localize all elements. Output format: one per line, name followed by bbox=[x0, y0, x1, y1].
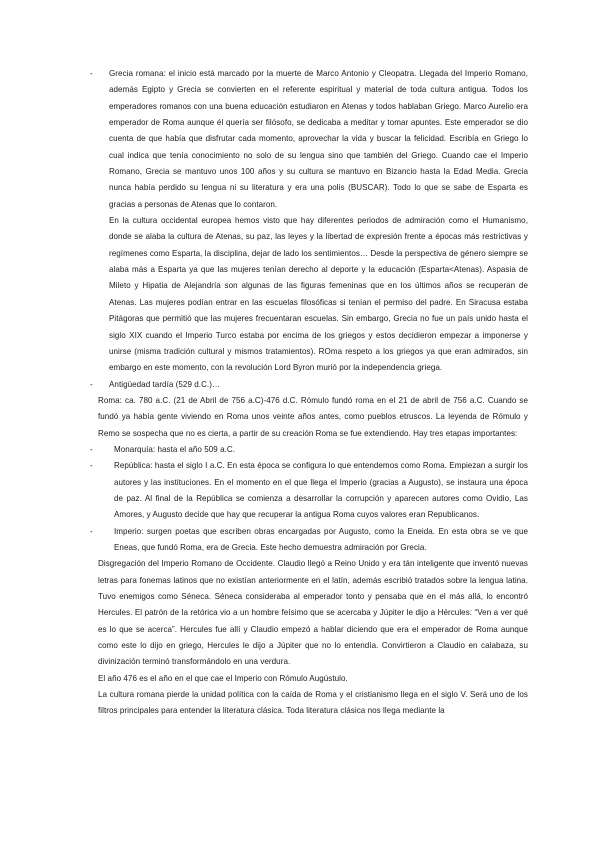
bullet-dash: - bbox=[90, 379, 93, 389]
bullet-dash: - bbox=[90, 69, 93, 78]
document-body bbox=[90, 66, 528, 720]
bullet-item-imperio bbox=[90, 524, 528, 557]
paragraph-roma: Roma: ca. 780 a.C. (21 de Abril de 756 a.C)-476 d.C. Rómulo fundó roma en el 21 de abril de 756 a.C. Cuando se fundó ya había gente viviendo en Roma unos veinte años antes, como pueblos etruscos. La leyenda de Rómulo y Remo se sospecha que no es cierta, a partir de su creación Roma se fue extendiendo. Hay tres etapas importantes: bbox=[98, 395, 528, 438]
bullet-dash: - bbox=[90, 444, 93, 454]
bullet-item-grecia-romana bbox=[90, 66, 528, 213]
republica-text: República: hasta el siglo I a.C. En esta época se configura lo que entendemos como Roma. Empiezan a surgir los autores y las instituciones. En el momento en el que llega el Imperio (gracias a Augusto), se instaura una época de paz. Al final de la República se comienza a desarrollar la corrupción y aparecen autores como Ovidio, Las Amores, y Augusto decide que hay que recuperar la antigua Roma cuyos valores eran Republicanos. bbox=[114, 461, 528, 520]
bullet-dash: - bbox=[90, 526, 93, 536]
paragraph-ano-476: El año 476 es el año en el que cae el Imperio con Rómulo Augústulo. bbox=[98, 673, 348, 683]
antiguedad-tardia-text: Antigüedad tardía (529 d.C.)… bbox=[109, 379, 221, 389]
bullet-item-republica bbox=[90, 458, 528, 523]
imperio-text: Imperio: surgen poetas que escriben obras encargadas por Augusto, como la Eneida. En esta obra se ve que Eneas, que fundó Roma, era de Grecia. Este hecho demuestra admiración por Grecia. bbox=[114, 526, 528, 552]
paragraph-cultura-romana: La cultura romana pierde la unidad política con la caída de Roma y el cristianismo llega en el siglo V. Será uno de los filtros principales para entender la literatura clásica. Toda literatura clásica nos llega mediante la bbox=[98, 690, 528, 716]
monarquia-text: Monarquía: hasta el año 509 a.C. bbox=[114, 444, 236, 454]
bullet-dash: - bbox=[90, 461, 93, 471]
paragraph-disgregacion: Disgregación del Imperio Romano de Occidente. Claudio llegó a Reino Unido y era tán inteligente que inventó nuevas letras para fonemas latinos que no existían anteriormente en el latín, además escribió tratados sobre la lengua latina. Tuvo enemigos como Séneca. Séneca consideraba al emperador tonto y pensaba que en el más allá, lo encontró Hercules. El patrón de la retórica vio a un hombre feísimo que se acercaba y Júpiter le dijo a Hércules: “Ven a ver qué es lo que se acerca”. Hercules fue allí y Claudio empezó a hablar diciendo que era el emperador de Roma aunque como este lo dijo en griego, Hercules le dijo a Júpiter que no lo entendía. Convirtieron a Claudio en calabaza, su divinización terminó transformándolo en una verdura. bbox=[98, 559, 528, 667]
bullet-item-monarquia bbox=[90, 442, 528, 458]
bullet-item-antiguedad-tardia bbox=[90, 377, 528, 393]
paragraph-cultura-occidental: En la cultura occidental europea hemos visto que hay diferentes periodos de admiración como el Humanismo, donde se alaba la cultura de Atenas, su paz, las leyes y la libertad de expresión frente a épocas más restrictivas y regímenes como Esparta, la disciplina, dejar de lado los sentimientos… Desde la perspectiva de género siempre se alaba más a Esparta ya que las mujeres tenían derecho al deporte y la educación (Esparta<Atenas). Aspasia de Mileto y Hipatia de Alejandría son algunas de las figuras femeninas que en los últimos años se recuperan de Atenas. Las mujeres podían entrar en las escuelas filosóficas si tenían el permiso del padre. En Siracusa estaba Pitágoras que permitió que las mujeres frecuentaran escuelas. Sin embargo, Grecia no fue un país unido hasta el siglo XIX cuando el Imperio Turco estaba por encima de los griegos y estos decidieron empezar a imponerse y unirse (misma tradición cultural y mismos tratamientos). ROma respeto a los griegos ya que eran admirados, sin embargo en este momento, con la revolución Lord Byron murió por la independencia griega. bbox=[109, 216, 528, 373]
grecia-romana-text: Grecia romana: el inicio está marcado por la muerte de Marco Antonio y Cleopatra. Llegada del Imperio Romano, además Egipto y Grecia se convierten en el referente espiritual y material de toda cultura antigua. Todos los emperadores romanos con una buena educación estudiaron en Atenas y todos hablaban Griego. Marco Aurelio era emperador de Roma aunque él quería ser filósofo, se dedicaba a meditar y tomar apuntes. Este emperador se dio cuenta de que había que disfrutar cada momento, aprovechar la vida y buscar la felicidad. Escribía en Griego lo cual indica que tenía conocimiento no solo de su lengua sino que también del Griego. Cuando cae el Imperio Romano, Grecia se mantuvo unos 100 años y su cultura se mantuvo en Bizancio hasta la Edad Media. Grecia nunca había perdido su lengua ni su literatura y era una polis (BUSCAR). Todo lo que se sabe de Esparta es gracias a personas de Atenas que lo contaron. bbox=[109, 69, 528, 209]
